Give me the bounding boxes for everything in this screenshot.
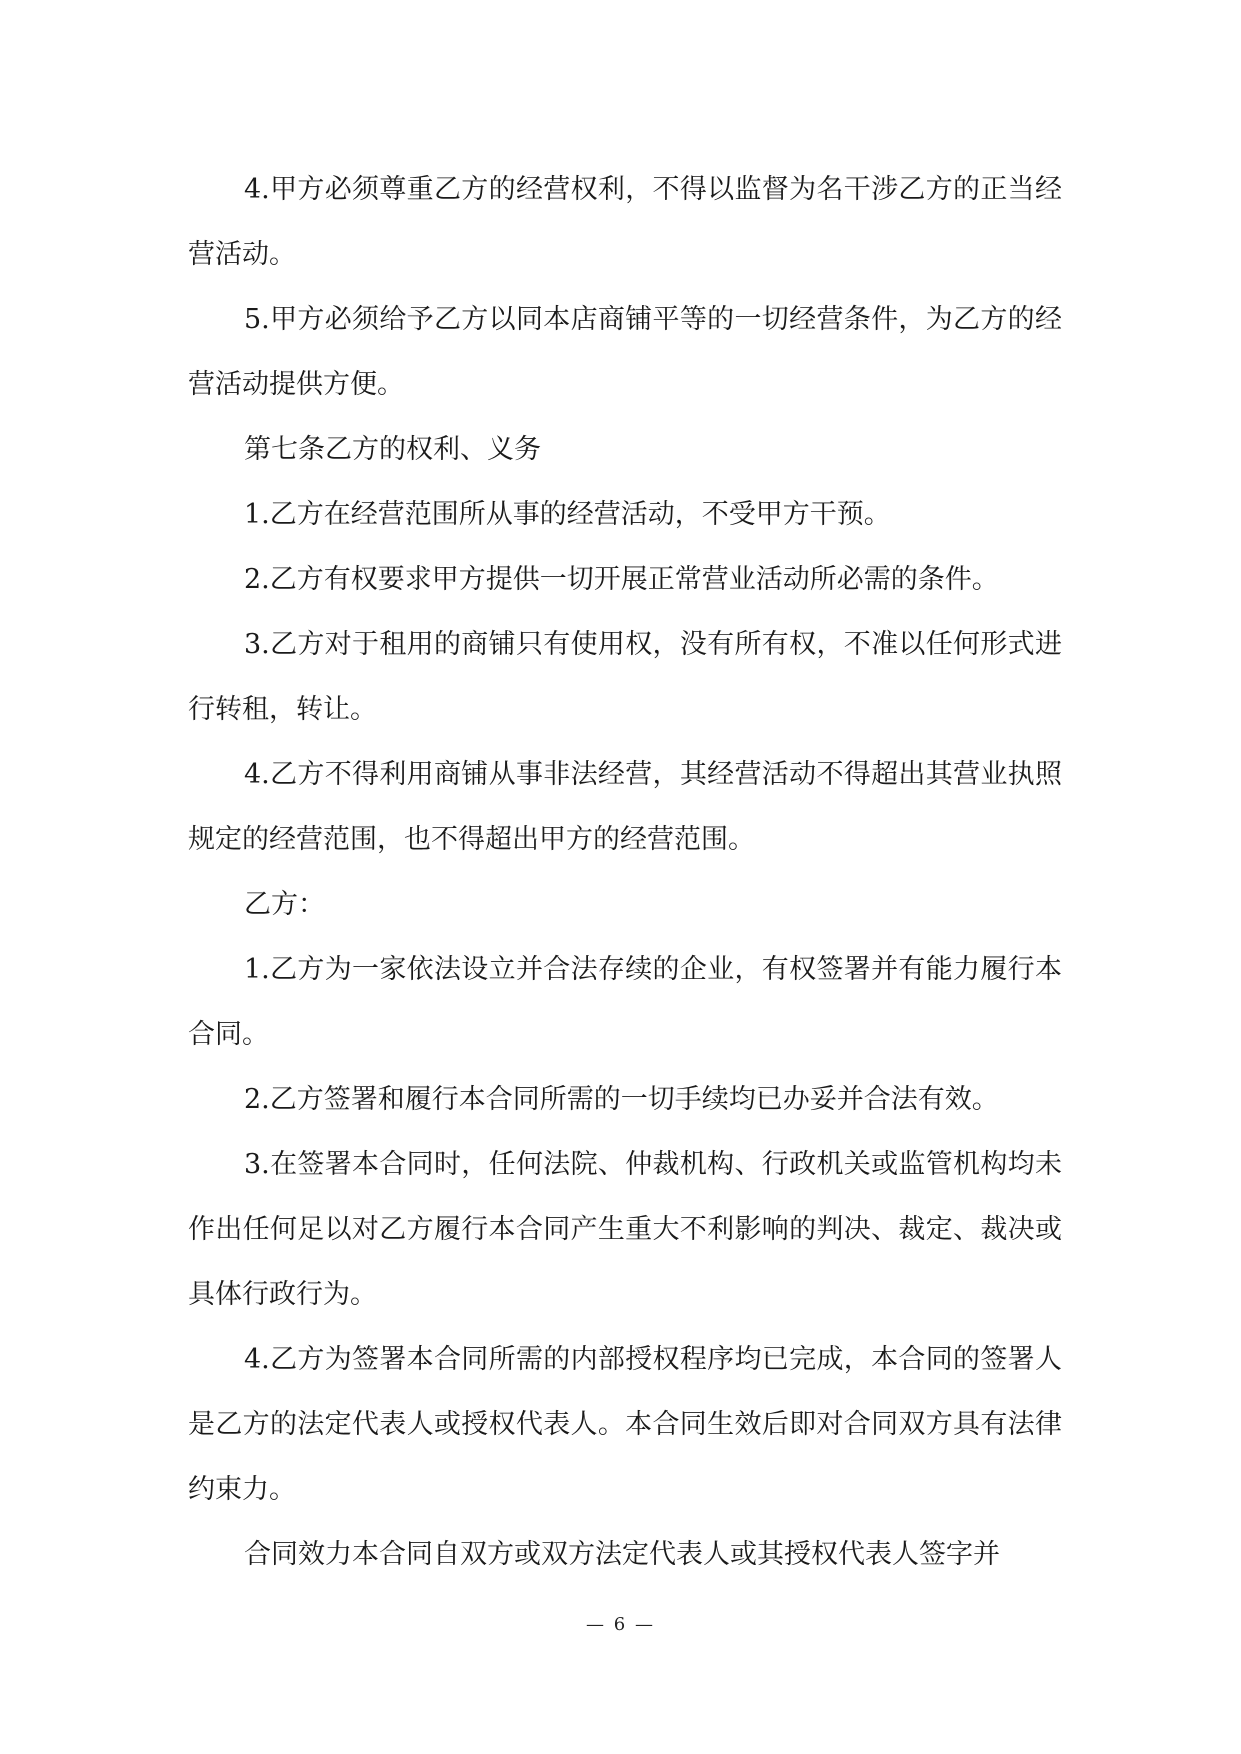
document-body: [188, 157, 1062, 1587]
paragraph-rep-3-party-b: 3.在签署本合同时，任何法院、仲裁机构、行政机关或监管机构均未作出任何足以对乙方履行本合同产生重大不利影响的判决、裁定、裁决或具体行政行为。: [188, 1149, 1062, 1310]
paragraph-clause-5-party-a: 5.甲方必须给予乙方以同本店商铺平等的一切经营条件，为乙方的经营活动提供方便。: [188, 304, 1062, 400]
paragraph-clause-2-party-b: 2.乙方有权要求甲方提供一切开展正常营业活动所必需的条件。: [244, 564, 999, 595]
paragraph-clause-1-party-b: 1.乙方在经营范围所从事的经营活动，不受甲方干预。: [244, 499, 891, 530]
page-number: — 6 —: [586, 1614, 655, 1635]
paragraph-clause-3-party-b: 3.乙方对于租用的商铺只有使用权，没有所有权，不准以任何形式进行转租，转让。: [188, 629, 1062, 725]
paragraph-rep-2-party-b: 2.乙方签署和履行本合同所需的一切手续均已办妥并合法有效。: [244, 1084, 999, 1115]
party-b-label: 乙方：: [244, 889, 325, 920]
paragraph-contract-effect: 合同效力本合同自双方或双方法定代表人或其授权代表人签字并: [244, 1539, 1000, 1570]
paragraph-clause-4-party-a: 4.甲方必须尊重乙方的经营权利，不得以监督为名干涉乙方的正当经营活动。: [188, 174, 1062, 270]
paragraph-rep-1-party-b: 1.乙方为一家依法设立并合法存续的企业，有权签署并有能力履行本合同。: [188, 954, 1062, 1050]
paragraph-clause-4-party-b: 4.乙方不得利用商铺从事非法经营，其经营活动不得超出其营业执照规定的经营范围，也不得超出甲方的经营范围。: [188, 759, 1062, 855]
section-heading-article-7: 第七条乙方的权利、义务: [244, 434, 541, 465]
paragraph-rep-4-party-b: 4.乙方为签署本合同所需的内部授权程序均已完成，本合同的签署人是乙方的法定代表人或授权代表人。本合同生效后即对合同双方具有法律约束力。: [188, 1344, 1062, 1505]
